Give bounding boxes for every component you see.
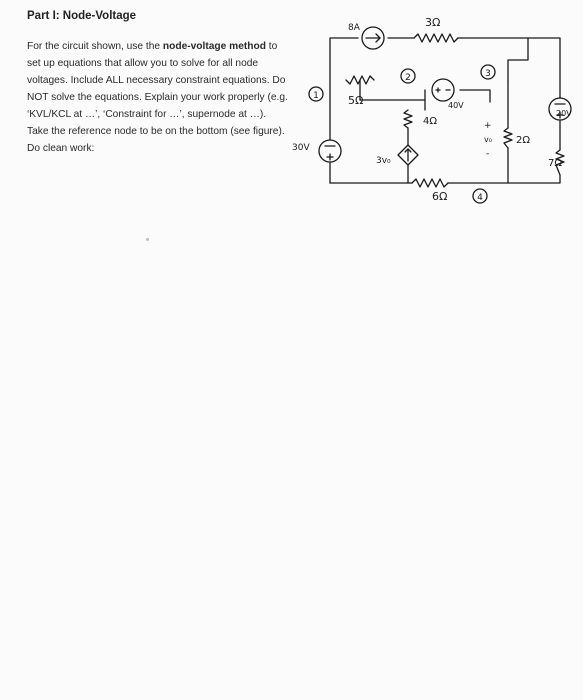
label-2-ohm: 2Ω: [516, 135, 531, 146]
label-3vo: 3v₀: [376, 156, 391, 166]
label-vo-plus: +: [484, 121, 492, 131]
problem-text-2: to set up equations that allow you to solve for all node voltages. Include ALL necessary constraint equations. Do NOT solve the equations. Explain your work properly (e.g. ‘KVL/KCL at …’, ‘Constraint for …’, supernode at …). Take the reference node to be on the bottom (see figure). Do clean work:: [27, 41, 288, 154]
resistor-4-ohm: [404, 110, 412, 128]
label-vo-minus: -: [486, 149, 490, 159]
node-2-label: 2: [405, 73, 411, 83]
label-vo: v₀: [484, 135, 492, 144]
resistor-6-ohm: [412, 179, 448, 187]
label-20v: 20V: [556, 109, 572, 118]
problem-text-bold: node-voltage method: [162, 41, 266, 52]
voltage-source-40v: [432, 79, 454, 101]
label-4-ohm: 4Ω: [423, 116, 438, 127]
node-1-label: 1: [313, 91, 319, 101]
label-7-ohm: 7Ω: [548, 158, 563, 169]
label-6-ohm: 6Ω: [432, 190, 448, 203]
label-3-ohm: 3Ω: [425, 16, 441, 29]
circuit-wires: [330, 38, 563, 183]
voltage-source-30v: [319, 140, 341, 162]
label-8a: 8A: [348, 23, 360, 33]
part-title: Part I: Node-Voltage: [27, 10, 137, 22]
node-4-label: 4: [477, 193, 483, 203]
current-source-8a: [362, 27, 384, 49]
label-40v: 40V: [448, 101, 464, 110]
resistor-3-ohm: [414, 34, 458, 42]
problem-text-1: For the circuit shown, use the: [27, 41, 163, 52]
label-30v: 30V: [292, 143, 310, 153]
stray-dot: [146, 238, 149, 241]
label-5-ohm: 5Ω: [348, 94, 364, 107]
node-3-label: 3: [485, 69, 491, 79]
dependent-source-3vo: [398, 145, 418, 165]
resistor-2-ohm: [504, 128, 512, 148]
node-markers: [309, 65, 495, 203]
